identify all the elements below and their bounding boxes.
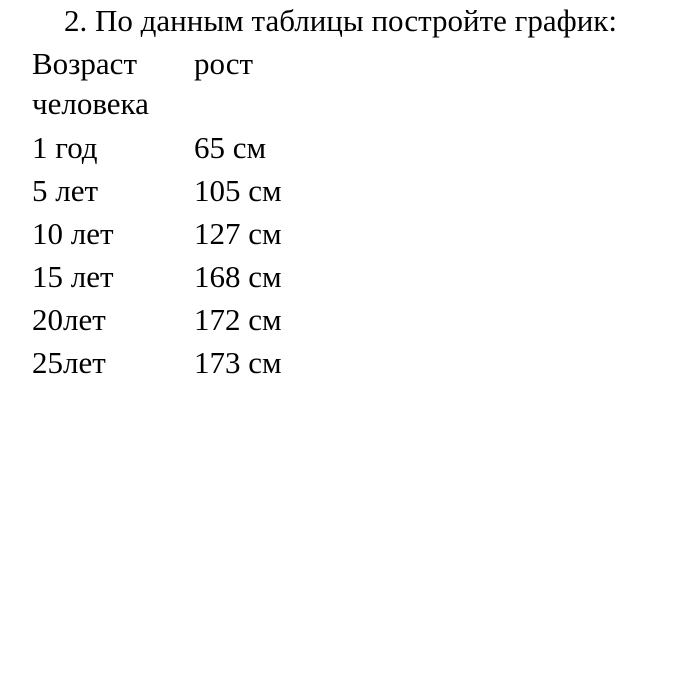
task-title: 2. По данным таблицы постройте график: — [64, 3, 617, 38]
age-header-line1: Возраст — [32, 46, 137, 81]
age-cell: 20лет — [32, 302, 106, 337]
height-column-header: рост — [194, 46, 254, 81]
table-row — [32, 255, 282, 298]
age-height-table — [32, 44, 282, 384]
table-row — [32, 212, 282, 255]
age-header-line2: человека — [32, 86, 149, 121]
height-cell: 173 см — [194, 345, 282, 380]
table-row — [32, 169, 282, 212]
age-cell: 1 год — [32, 130, 98, 165]
height-cell: 127 см — [194, 216, 282, 251]
age-cell: 5 лет — [32, 173, 99, 208]
height-cell: 168 см — [194, 259, 282, 294]
table-header-row — [32, 44, 282, 124]
table-row — [32, 126, 282, 169]
age-cell: 15 лет — [32, 259, 114, 294]
height-cell: 172 см — [194, 302, 282, 337]
height-cell: 105 см — [194, 173, 282, 208]
table-row — [32, 341, 282, 384]
age-cell: 25лет — [32, 345, 106, 380]
age-cell: 10 лет — [32, 216, 114, 251]
table-row — [32, 298, 282, 341]
height-cell: 65 см — [194, 130, 267, 165]
age-column-header — [32, 44, 194, 124]
